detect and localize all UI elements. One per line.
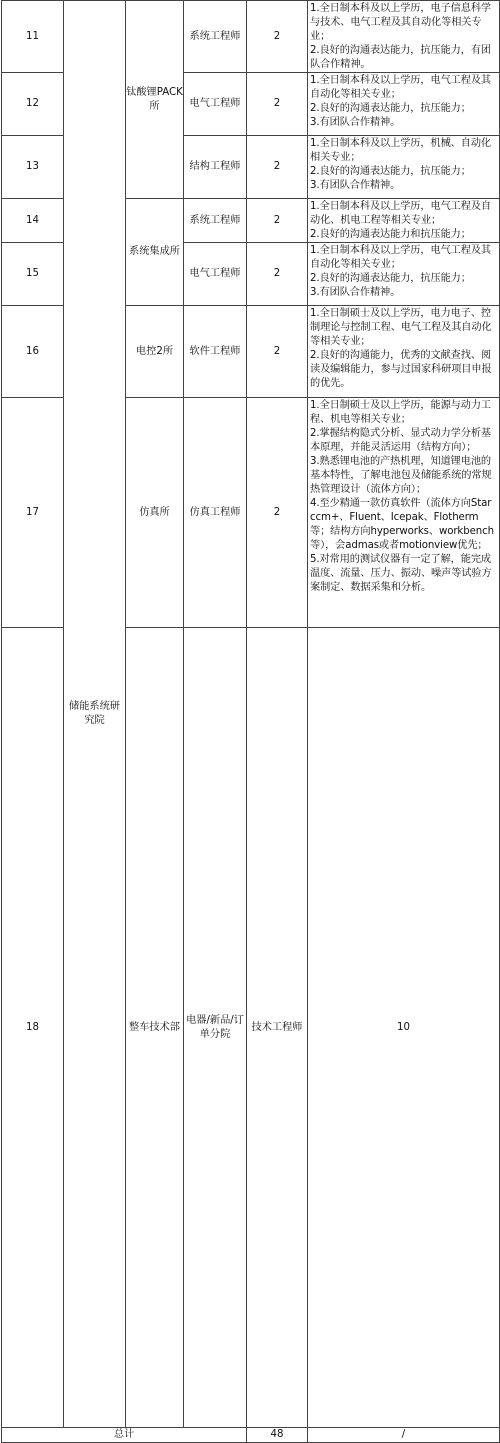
requirement-line: 1.全日制本科及以上学历，机械、自动化相关专业； (310, 138, 492, 163)
position-cell: 系统工程师 (184, 199, 247, 243)
position-cell: 技术工程师 (247, 628, 308, 1428)
sub-unit-cell-simulation: 仿真所 (126, 398, 184, 628)
headcount-cell: 10 (308, 628, 500, 1428)
requirement-line: 2.掌握结构隐式分析、显式动力学分析基本原理，并能灵活运用（结构方向）； (310, 428, 492, 453)
headcount-cell: 2 (247, 306, 308, 398)
headcount-cell: 2 (247, 136, 308, 199)
requirement-line: 4.至少精通一款仿真软件（流体方向Star ccm+、Fluent、Icepak、Flotherm等；结构方向hyperworks、workbench等），会admas或者motionview优先； (310, 498, 494, 551)
recruitment-table (1, 0, 500, 1443)
total-count: 48 (247, 1428, 308, 1443)
row-number: 11 (2, 1, 64, 73)
row-number: 15 (2, 243, 64, 306)
requirement-line: 1.全日制本科及以上学历，电气工程及自动化、机电工程等相关专业； (310, 201, 492, 226)
requirement-line: 2.良好的沟通表达能力，抗压能力； (310, 103, 471, 114)
row-number: 14 (2, 199, 64, 243)
headcount-cell: 2 (247, 398, 308, 628)
sub-unit-cell-electric-products: 电器/新品/订单分院 (184, 628, 247, 1428)
requirement-line: 5.对常用的测试仪器有一定了解，能完成温度、流量、压力、振动、噪声等试验方案制定、数据采集和分析。 (310, 554, 492, 593)
requirements-cell (308, 199, 500, 243)
row-number: 13 (2, 136, 64, 199)
position-cell: 电气工程师 (184, 73, 247, 136)
requirement-line: 3.有团队合作精神。 (310, 180, 401, 191)
requirement-line: 2.良好的沟通表达能力，抗压能力； (310, 166, 471, 177)
requirement-line: 3.有团队合作精神。 (310, 117, 401, 128)
requirements-cell (308, 73, 500, 136)
position-cell: 结构工程师 (184, 136, 247, 199)
total-label: 总计 (2, 1428, 247, 1443)
requirement-line: 1.全日制本科及以上学历，电气工程及其自动化等相关专业； (310, 245, 492, 270)
headcount-cell: 2 (247, 199, 308, 243)
requirement-line: 1.全日制本科及以上学历，电子信息科学与技术、电气工程及其自动化等相关专业； (310, 3, 492, 42)
row-number: 17 (2, 398, 64, 628)
requirement-line: 3.有团队合作精神。 (310, 287, 401, 298)
position-cell: 系统工程师 (184, 1, 247, 73)
table-row (2, 1, 500, 73)
row-number: 16 (2, 306, 64, 398)
requirement-line: 2.良好的沟通表达能力，抗压能力； (310, 273, 471, 284)
total-row (2, 1428, 500, 1443)
requirements-cell (308, 398, 500, 628)
row-number: 18 (2, 628, 64, 1428)
requirement-line: 1.全日制本科及以上学历，电气工程及其自动化等相关专业； (310, 75, 492, 100)
requirements-cell (308, 306, 500, 398)
position-cell: 电气工程师 (184, 243, 247, 306)
row-number: 12 (2, 73, 64, 136)
requirement-line: 2.良好的沟通能力，优秀的文献查找、阅读及编辑能力，参与过国家科研项目申报的优先。 (310, 350, 492, 389)
headcount-cell: 2 (247, 73, 308, 136)
requirements-cell (308, 136, 500, 199)
requirement-line: 3.熟悉锂电池的产热机理，知道锂电池的基本特性，了解电池包及储能系统的常规热管理设计（流体方向）； (310, 456, 492, 495)
department-cell-storage-institute: 储能系统研究院 (64, 1, 126, 1428)
department-cell-vehicle: 整车技术部 (126, 628, 184, 1428)
sub-unit-cell-ecu: 电控2所 (126, 306, 184, 398)
requirement-line: 2.良好的沟通表达能力和抗压能力； (310, 229, 471, 240)
position-cell: 软件工程师 (184, 306, 247, 398)
headcount-cell: 2 (247, 1, 308, 73)
requirement-line: 1.全日制硕士及以上学历，能源与动力工程、机电等相关专业； (310, 400, 492, 425)
requirements-cell (308, 243, 500, 306)
sub-unit-cell-system-integration: 系统集成所 (126, 199, 184, 306)
requirement-line: 1.全日制硕士及以上学历，电力电子、控制理论与控制工程、电气工程及其自动化等相关专业； (310, 308, 492, 347)
sub-unit-cell-pack: 钛酸锂PACK所 (126, 1, 184, 199)
headcount-cell: 2 (247, 243, 308, 306)
position-cell: 仿真工程师 (184, 398, 247, 628)
requirement-line: 2.良好的沟通表达能力，抗压能力，有团队合作精神。 (310, 45, 492, 70)
requirements-cell (308, 1, 500, 73)
total-requirements: / (308, 1428, 500, 1443)
